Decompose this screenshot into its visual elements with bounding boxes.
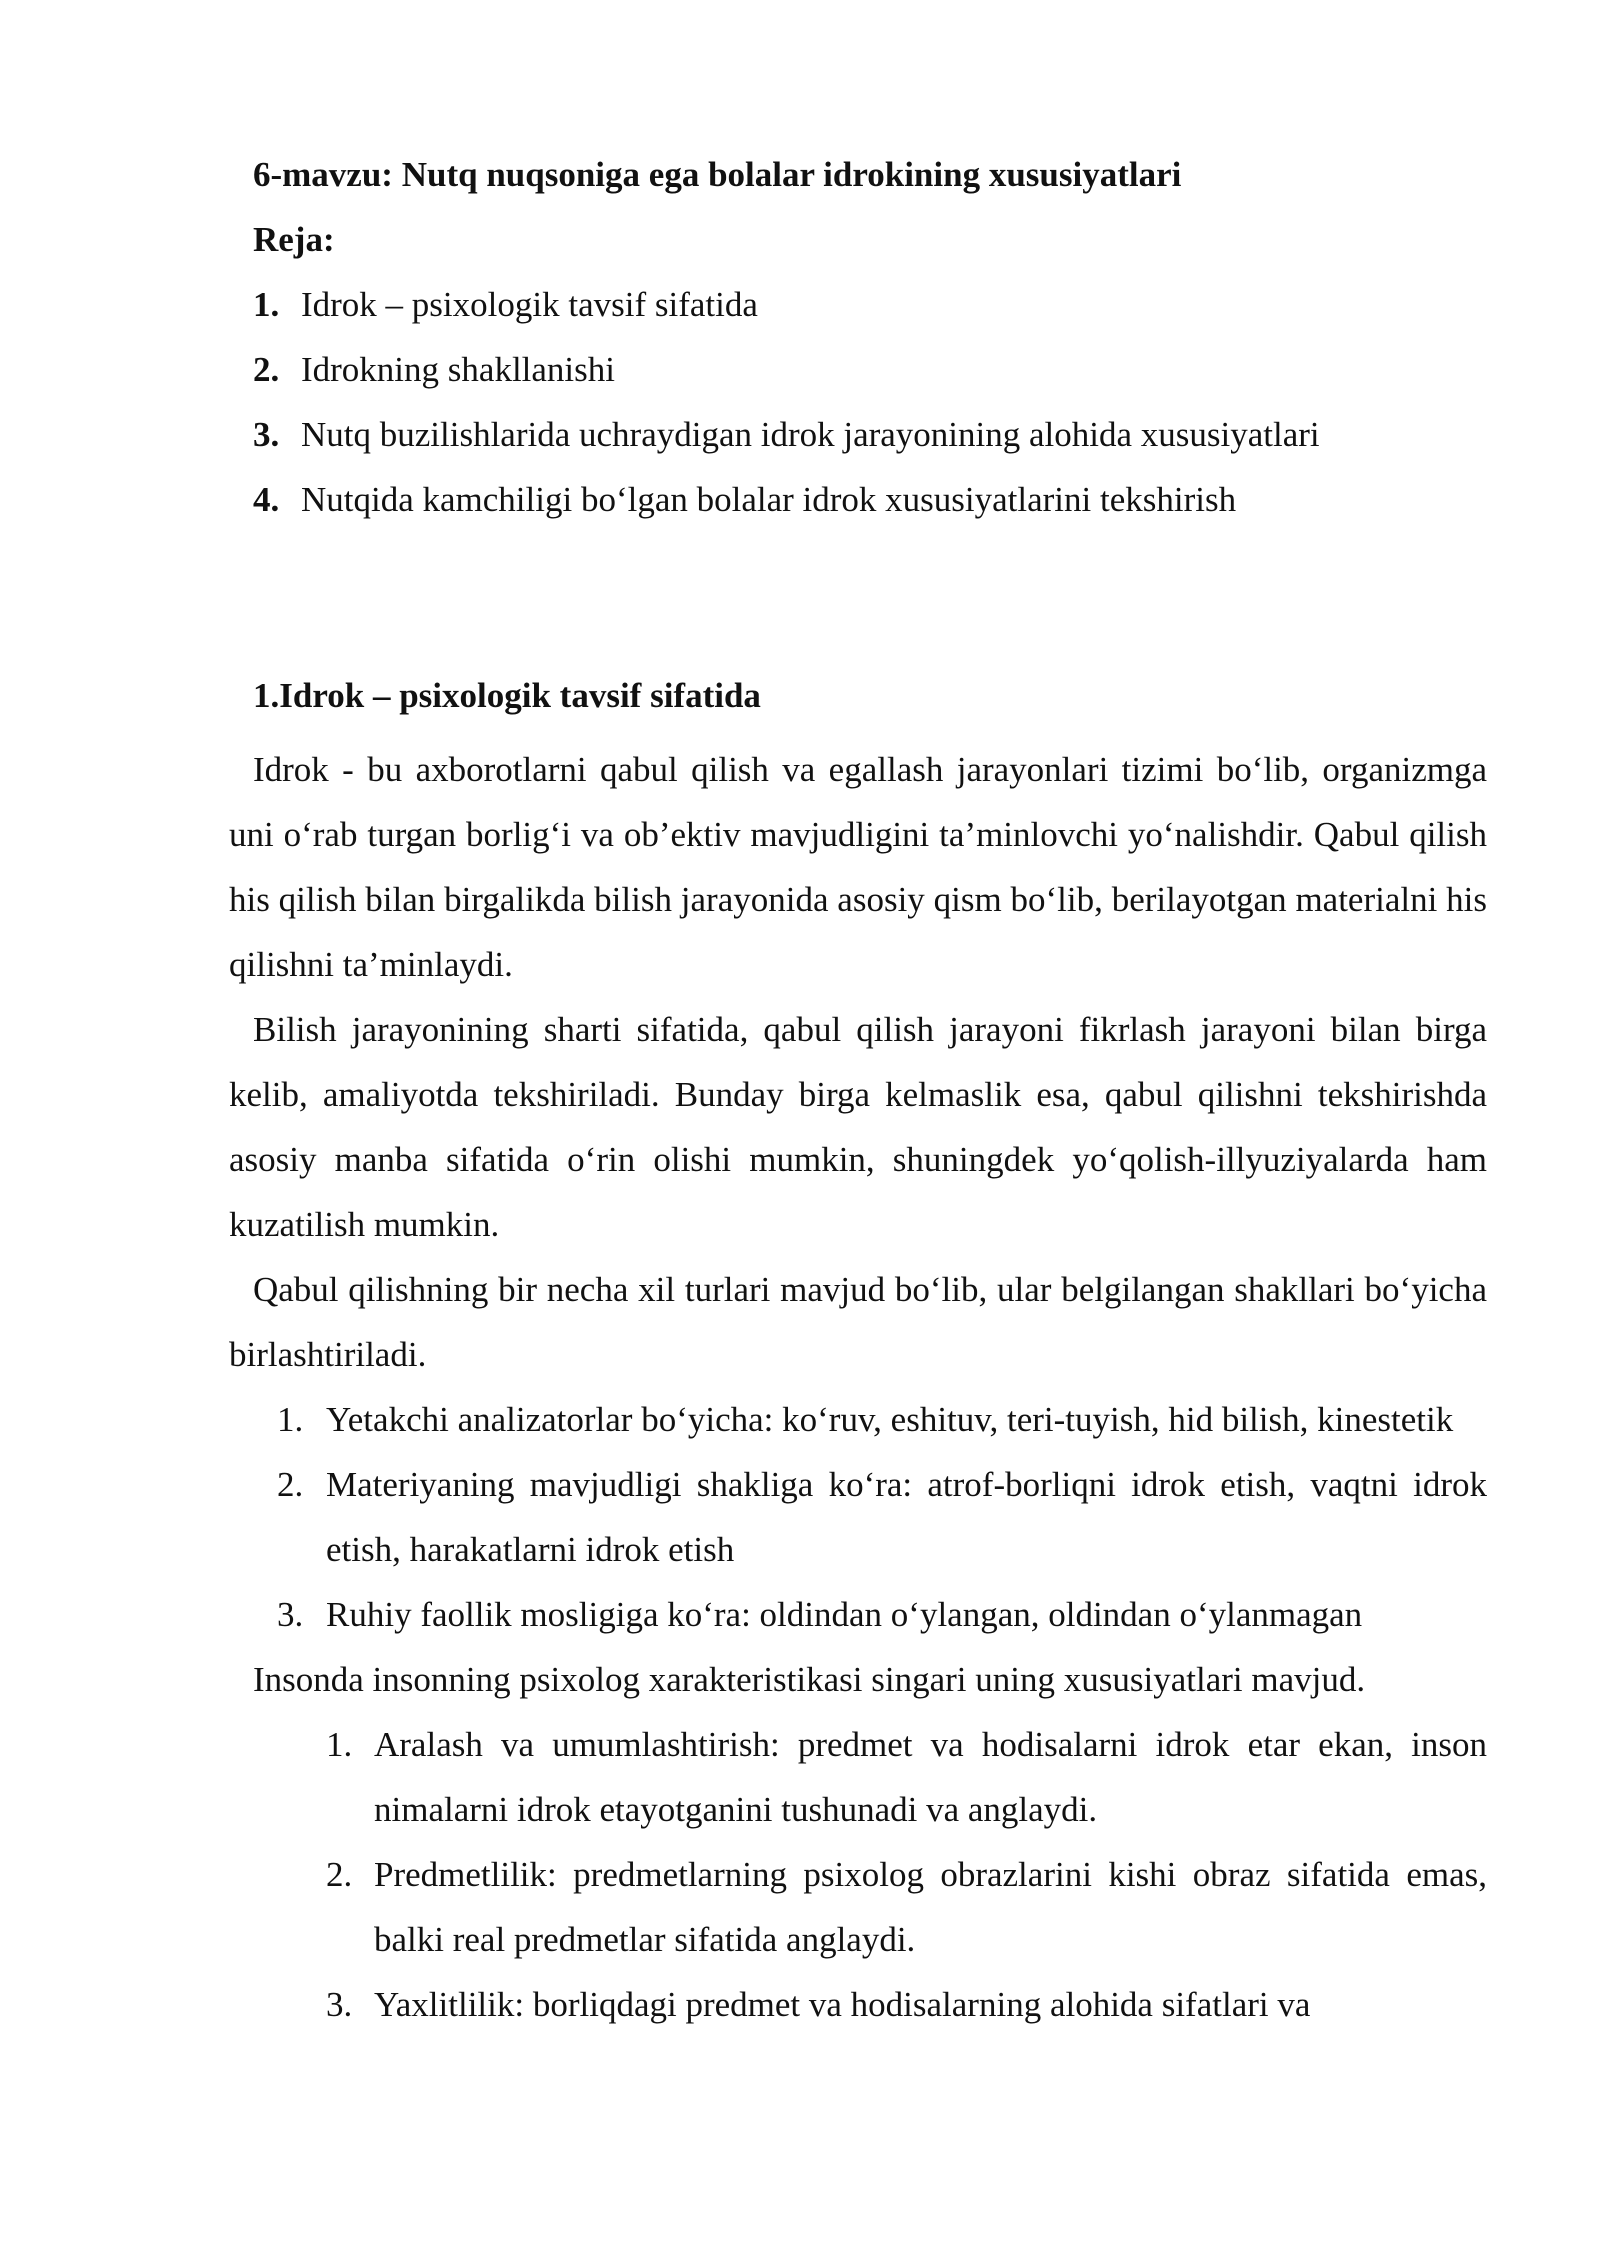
page-title: 6-mavzu: Nutq nuqsoniga ega bolalar idrokining xususiyatlari <box>253 155 1182 194</box>
list-item <box>229 1712 1487 1842</box>
list-item-text: Ruhiy faollik mosligiga ko‘ra: oldindan o‘ylangan, oldindan o‘ylanmagan <box>326 1595 1363 1634</box>
list-item-text: Yaxlitlilik: borliqdagi predmet va hodisalarning alohida sifatlari va <box>374 1985 1311 2024</box>
plan-list <box>253 281 1503 541</box>
list-item-number: 2. <box>326 1855 353 1894</box>
list-item <box>229 1452 1487 1582</box>
plan-item <box>253 281 1503 346</box>
paragraph: Idrok - bu axborotlarni qabul qilish va egallash jarayonlari tizimi bo‘lib, organizmga uni o‘rab turgan borlig‘i va ob’ektiv mavjudligini ta’minlovchi yo‘nalishdir. Qabul qilish his qilish bilan birgalikda bilish jarayonida asosiy qism bo‘lib, berilayotgan materialni his qilishni ta’minlaydi. <box>229 750 1487 984</box>
list-item-text: Predmetlilik: predmetlarning psixolog obrazlarini kishi obraz sifatida emas, balki real predmetlar sifatida anglaydi. <box>374 1855 1487 1959</box>
plan-item-text: Idrok – psixologik tavsif sifatida <box>301 285 758 324</box>
perception-features-list <box>229 1712 1487 2037</box>
list-item <box>229 1582 1487 1647</box>
list-item-text: Materiyaning mavjudligi shakliga ko‘ra: atrof-borliqni idrok etish, vaqtni idrok etish, harakatlarni idrok etish <box>326 1465 1487 1569</box>
perception-types-list <box>229 1387 1487 1647</box>
list-item-text: Aralash va umumlashtirish: predmet va hodisalarni idrok etar ekan, inson nimalarni idrok etayotganini tushunadi va anglaydi. <box>374 1725 1487 1829</box>
list-item-number: 1. <box>326 1725 353 1764</box>
paragraph: Bilish jarayonining sharti sifatida, qabul qilish jarayoni fikrlash jarayoni bilan birga kelib, amaliyotda tekshiriladi. Bunday birga kelmaslik esa, qabul qilishni tekshirishda asosiy manba sifatida o‘rin olishi mumkin, shuningdek yo‘qolish-illyuziyalarda ham kuzatilish mumkin. <box>229 1010 1487 1244</box>
list-item-number: 1. <box>277 1400 304 1439</box>
section-body <box>229 737 1487 2037</box>
paragraph: Insonda insonning psixolog xarakteristikasi singari uning xususiyatlari mavjud. <box>253 1660 1366 1699</box>
list-item-number: 3. <box>277 1595 304 1634</box>
plan-item-text: Idrokning shakllanishi <box>301 350 615 389</box>
plan-label: Reja: <box>253 220 335 259</box>
plan-item <box>253 346 1503 411</box>
plan-item-text: Nutqida kamchiligi bo‘lgan bolalar idrok xususiyatlarini tekshirish <box>301 480 1237 519</box>
list-item-number: 3. <box>326 1985 353 2024</box>
plan-item <box>253 476 1503 541</box>
section-heading: 1.Idrok – psixologik tavsif sifatida <box>253 676 761 715</box>
plan-item-number: 3. <box>253 415 280 454</box>
paragraph: Qabul qilishning bir necha xil turlari mavjud bo‘lib, ular belgilangan shakllari bo‘yicha birlashtiriladi. <box>229 1270 1487 1374</box>
plan-item-number: 1. <box>253 285 280 324</box>
list-item <box>229 1387 1487 1452</box>
list-item <box>229 1972 1487 2037</box>
list-item <box>229 1842 1487 1972</box>
plan-item-text: Nutq buzilishlarida uchraydigan idrok jarayonining alohida xususiyatlari <box>301 415 1320 454</box>
plan-item-number: 4. <box>253 480 280 519</box>
list-item-number: 2. <box>277 1465 304 1504</box>
plan-item <box>253 411 1503 476</box>
plan-item-number: 2. <box>253 350 280 389</box>
list-item-text: Yetakchi analizatorlar bo‘yicha: ko‘ruv, eshituv, teri-tuyish, hid bilish, kinestetik <box>326 1400 1454 1439</box>
